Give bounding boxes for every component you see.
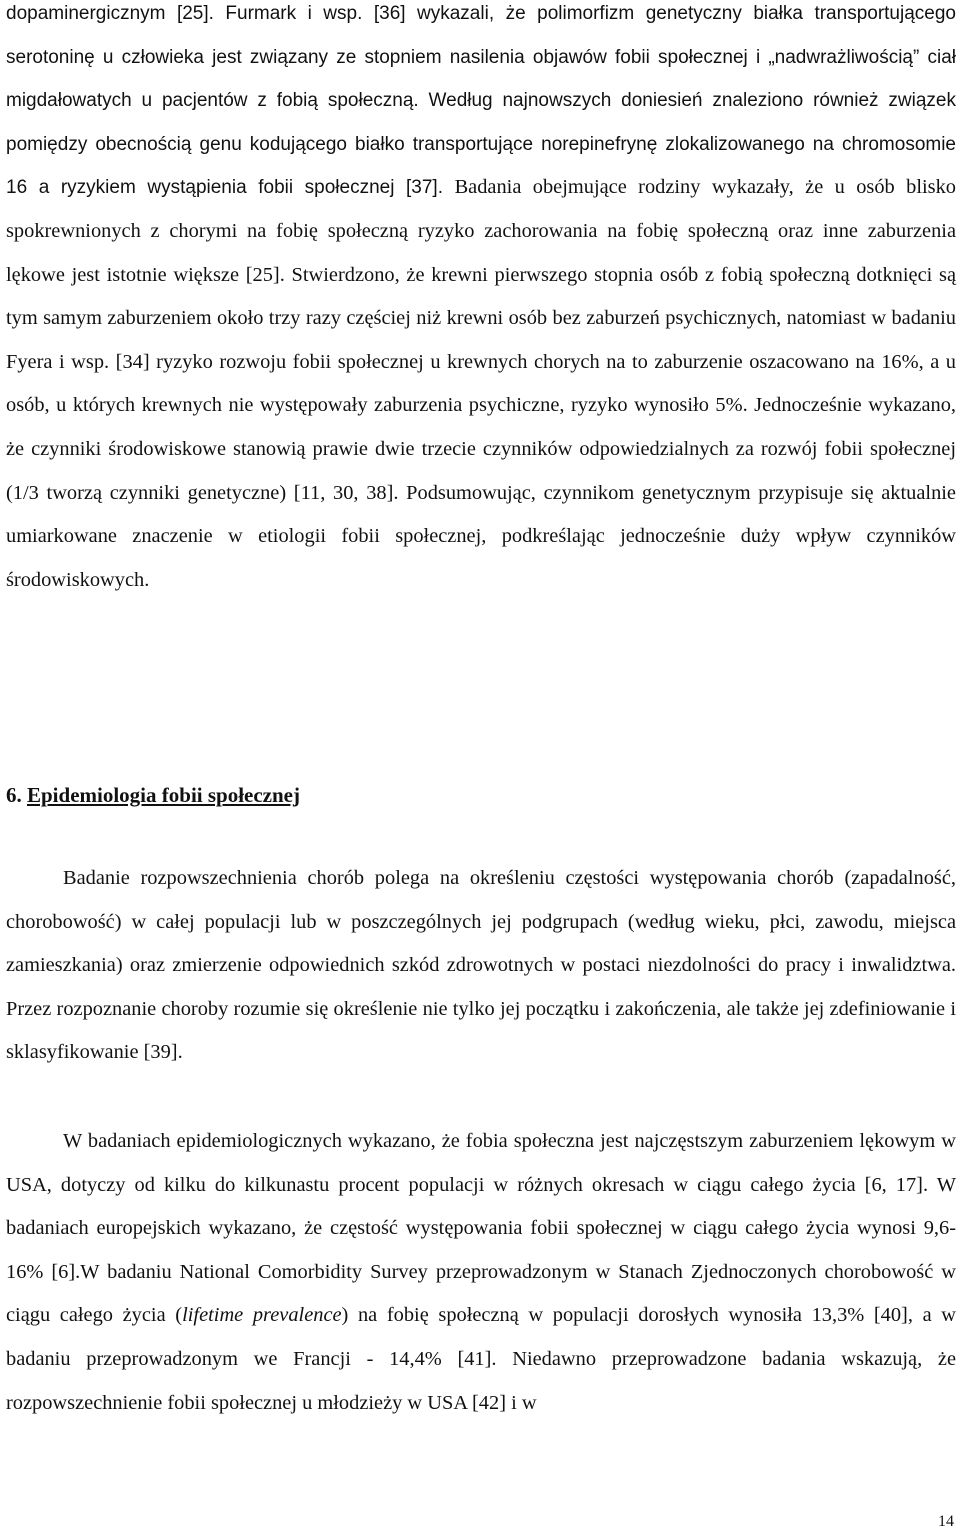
paragraph-genetics (6, 0, 956, 602)
paragraph-epidemiology-definition: Badanie rozpowszechnienia chorób polega na określeniu częstości występowania chorób (zapadalność, chorobowość) w całej populacji lub w poszczególnych jej podgrupach (według wieku, płci, zawodu, miejsca zamieszkania) oraz zmierzenie odpowiednich szkód zdrowotnych w postaci niezdolności do pracy i inwalidztwa. Przez rozpoznanie choroby rozumie się określenie nie tylko jej początku i zakończenia, ale także jej zdefiniowanie i sklasyfikowanie [39]. (6, 867, 956, 1064)
section-heading (6, 777, 300, 813)
page-number: 14 (938, 1513, 954, 1530)
paragraph-genetics-serif-part: Badania obejmujące rodziny wykazały, że u osób blisko spokrewnionych z chorymi na fobię społeczną ryzyko zachorowania na fobię społeczną oraz inne zaburzenia lękowe jest istotnie większe [25]. Stwierdzono, że krewni pierwszego stopnia osób z fobią społeczną dotknięci są tym samym zaburzeniem około trzy razy częściej niż krewni osób bez zaburzeń psychicznych, natomiast w badaniu Fyera i wsp. [34] ryzyko rozwoju fobii społecznej u krewnych chorych na to zaburzenie oszacowano na 16%, a u osób, u których krewnych nie występowały zaburzenia psychiczne, ryzyko wynosiło 5%. Jednocześnie wykazano, że czynniki środowiskowe stanowią prawie dwie trzecie czynników odpowiedzialnych za rozwój fobii społecznej (1/3 tworzą czynniki genetyczne) [11, 30, 38]. Podsumowując, czynnikom genetycznym przypisuje się aktualnie umiarkowane znaczenie w etiologii fobii społecznej, podkreślając jednocześnie duży wpływ czynników środowiskowych. (6, 176, 956, 591)
document-page (6, 0, 956, 1414)
paragraph-epidemiology-definition-block (6, 857, 956, 1075)
paragraph-genetics-sans-part: dopaminergicznym [25]. Furmark i wsp. [36] wykazali, że polimorfizm genetyczny białka transportującego serotoninę u człowieka jest związany ze stopniem nasilenia objawów fobii społecznej i „nadwrażliwością” ciał migdałowatych u pacjentów z fobią społeczną. Według najnowszych doniesień znaleziono również związek pomiędzy obecnością genu kodującego białko transportujące norepinefrynę zlokalizowanego na chromosomie 16 a ryzykiem wystąpienia fobii społecznej [37]. (6, 3, 956, 199)
lifetime-prevalence-term: lifetime prevalence (182, 1304, 342, 1327)
studies-text-start: W badaniach epidemiologicznych wykazano, że fobia społeczna jest najczęstszym zaburzeniem lękowym w USA, dotyczy od kilku do kilkunastu procent populacji w różnych okresach w ciągu całego życia [6, 17]. W badaniach europejskich wykazano, że częstość występowania fobii społecznej w ciągu całego życia wynosi 9,6-16% [6].W badaniu National Comorbidity Survey przeprowadzonym w Stanach Zjednoczonych chorobowość w ciągu całego życia ( (6, 1130, 956, 1327)
paragraph-epidemiology-studies-block (6, 1120, 956, 1425)
section-title: Epidemiologia fobii społecznej (27, 783, 300, 807)
paragraph-epidemiology-studies (6, 1120, 956, 1425)
section-number: 6. (6, 783, 22, 807)
studies-text-end: ) na fobię społeczną w populacji dorosłych wynosiła 13,3% [40], a w badaniu przeprowadzonym we Francji - 14,4% [41]. Niedawno przeprowadzone badania wskazują, że rozpowszechnienie fobii społecznej u młodzieży w USA [42] i w (6, 1304, 956, 1414)
